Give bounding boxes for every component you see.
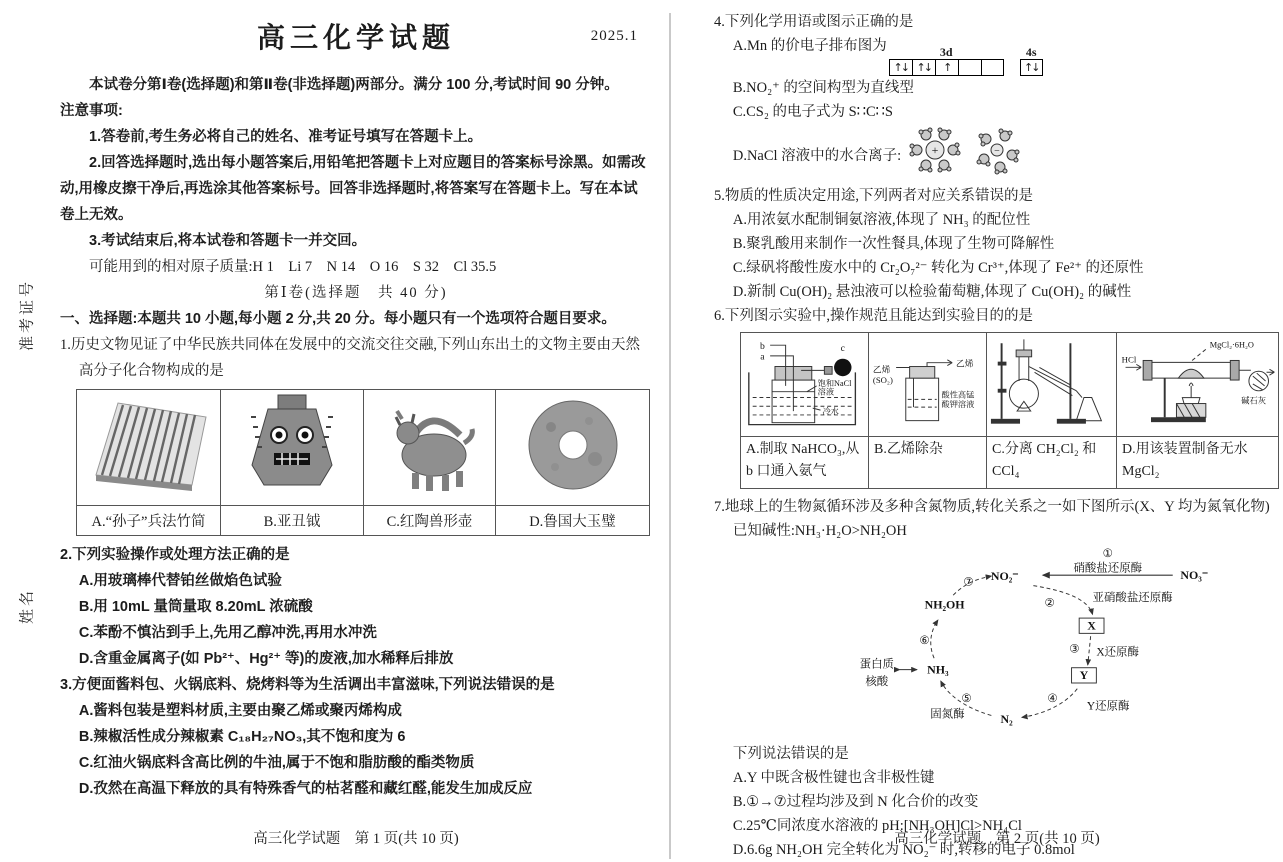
q6-caption-c: C.分离 CH₂Cl₂ 和 CCl₄ [987, 437, 1117, 489]
orbital-diagram [889, 46, 1043, 76]
notice-3: 3.考试结束后,将本试卷和答题卡一并交回。 [89, 233, 367, 249]
species-y: Y [1079, 668, 1089, 683]
svg-text:溶液: 溶液 [817, 387, 835, 397]
n2-species: N₂ [1000, 712, 1013, 727]
question-5 [714, 184, 1280, 304]
q4-option-d [714, 124, 1280, 184]
q5-option-c: C.绿矾将酸性废水中的 Cr₂O₇²⁻ 转化为 Cr³⁺,体现了 Fe²⁺ 的还原性 [732, 260, 1144, 276]
header [60, 16, 652, 64]
question-7 [714, 495, 1280, 862]
protein-label: 蛋白质 [859, 658, 894, 671]
q2-stem: 2.下列实验操作或处理方法正确的是 [60, 547, 290, 563]
q6-caption-a: A.制取 NaHCO₃,从 b 口通入氨气 [741, 437, 869, 489]
q6-cell-b-image [869, 333, 987, 437]
exam-number-vertical-label: 准考证号 [18, 278, 36, 352]
nitrogenase-label: 固氮酶 [930, 708, 965, 721]
q6-caption-d: D.用该装置制备无水 MgCl₂ [1117, 437, 1279, 489]
page-1-footer: 高三化学试题 第 1 页(共 10 页) [253, 831, 459, 847]
q4-option-b: B.NO₂⁺ 的空间构型为直线型 [732, 80, 914, 96]
q1-stem: 1.历史文物见证了中华民族共同体在发展中的交流交往交融,下列山东出土的文物主要由天然高分子化合物构成的是 [60, 337, 640, 379]
q1-cell-a [77, 390, 221, 506]
step-5-number: ⑤ [961, 693, 972, 706]
q6-cell-c-image [987, 333, 1117, 437]
page-2-footer: 高三化学试题 第 2 页(共 10 页) [894, 831, 1100, 847]
svg-text:MgCl₂·6H₂O: MgCl₂·6H₂O [1209, 340, 1254, 350]
svg-text:a: a [760, 351, 765, 363]
q2-option-a: A.用玻璃棒代替铂丝做焰色试验 [78, 573, 282, 589]
orbital-box: ↑↓ [912, 59, 935, 76]
q5-option-d: D.新制 Cu(OH)₂ 悬浊液可以检验葡萄糖,体现了 Cu(OH)₂ 的碱性 [732, 284, 1132, 300]
q7-note: 下列说法错误的是 [732, 746, 849, 762]
svg-text:乙烯: 乙烯 [956, 358, 974, 369]
orbital-box [958, 59, 981, 76]
q6-experiment-table [740, 332, 1279, 489]
question-1 [60, 332, 652, 536]
q2-option-c: C.苯酚不慎沾到手上,先用乙醇冲洗,再用水冲洗 [78, 625, 377, 641]
orbital-box [981, 59, 1004, 76]
pottery-pot-image [372, 393, 488, 497]
notice-heading: 注意事项: [60, 103, 123, 119]
name-vertical-label: 姓名 [18, 587, 36, 625]
svg-text:酸性高锰: 酸性高锰 [941, 390, 975, 400]
nahco3-apparatus-image [743, 335, 867, 429]
question-6 [714, 304, 1280, 489]
step-7-number: ⑦ [963, 576, 974, 589]
q3-option-b: B.辣椒活性成分辣椒素 C₁₈H₂₇NO₃,其不饱和度为 6 [78, 729, 406, 745]
orbital-3d-set [889, 46, 1004, 76]
q1-artifact-table [76, 389, 650, 536]
orbital-4s-set [1020, 46, 1043, 76]
orbital-4s-label: 4s [1025, 45, 1037, 59]
nh3-species: NH₃ [927, 662, 949, 677]
q3-stem: 3.方便面酱料包、火锅底料、烧烤料等为生活调出丰富滋味,下列说法错误的是 [60, 677, 555, 693]
distillation-apparatus-image [989, 335, 1115, 429]
svg-text:酸钾溶液: 酸钾溶液 [941, 400, 975, 410]
q4-option-d-text: D.NaCl 溶液中的水合离子: [732, 148, 902, 164]
no3-species: NO₃⁻ [1180, 567, 1209, 582]
q2-option-d: D.含重金属离子(如 Pb²⁺、Hg²⁺ 等)的废液,加水稀释后排放 [78, 651, 454, 667]
q7-option-c: C.25℃同浓度水溶液的 pH:[NH₃OH]Cl>NH₄Cl [732, 818, 1022, 834]
q6-stem: 6.下列图示实验中,操作规范且能达到实验目的的是 [714, 308, 1033, 324]
q7-stem-line1: 7.地球上的生物氮循环涉及多种含氮物质,转化关系之一如下图所示(X、Y 均为氮氧化物) [714, 499, 1270, 515]
nh2oh-species: NH₂OH [924, 597, 965, 612]
page-2 [714, 10, 1280, 862]
q7-stem-line2: 已知碱性:NH₃·H₂O>NH₂OH [732, 523, 907, 539]
section-title: 第Ⅰ卷(选择题 共 40 分) [264, 285, 448, 301]
svg-text:碱石灰: 碱石灰 [1241, 396, 1267, 406]
q5-stem: 5.物质的性质决定用途,下列两者对应关系错误的是 [714, 188, 1033, 204]
svg-text:冷水: 冷水 [822, 406, 839, 416]
svg-text:c: c [840, 343, 845, 354]
q7-option-b: B.①→⑦过程均涉及到 N 化合价的改变 [732, 794, 979, 810]
q3-option-c: C.红油火锅底料含高比例的牛油,属于不饱和脂肪酸的酯类物质 [78, 755, 475, 771]
jade-disc-image [515, 393, 631, 497]
q7-option-d: D.6.6g NH₂OH 完全转化为 NO₂⁻ 时,转移的电子 0.8mol [732, 842, 1075, 858]
q1-cell-b [221, 390, 364, 506]
q3-option-d: D.孜然在高温下释放的具有特殊香气的枯茗醛和藏红醛,能发生加成反应 [78, 781, 533, 797]
step-4-number: ④ [1047, 693, 1058, 706]
nucleic-acid-label: 核酸 [865, 675, 889, 688]
q4-stem: 4.下列化学用语或图示正确的是 [714, 14, 914, 30]
svg-text:HCl: HCl [1121, 354, 1137, 365]
atomic-masses: 可能用到的相对原子质量:H 1 Li 7 N 14 O 16 S 32 Cl 35.5 [89, 259, 497, 275]
q5-option-a: A.用浓氨水配制铜氨溶液,体现了 NH₃ 的配位性 [732, 212, 1031, 228]
q7-option-a: A.Y 中既含极性键也含非极性键 [732, 770, 935, 786]
orbital-3d-label: 3d [939, 45, 953, 59]
q5-option-b: B.聚乳酸用来制作一次性餐具,体现了生物可降解性 [732, 236, 1055, 252]
svg-text:(SO₂): (SO₂) [872, 374, 893, 385]
no2-species: NO₂⁻ [990, 568, 1019, 583]
step-6-number: ⑥ [919, 634, 930, 647]
gas-washing-bottle-image [871, 335, 985, 429]
exam-date: 2025.1 [590, 28, 638, 44]
notice-2: 2.回答选择题时,选出每小题答案后,用铅笔把答题卡上对应题目的答案标号涂黑。如需改动,用橡皮擦干净后,再选涂其他答案标号。回答非选择题时,将答案写在答题卡上。写在本试卷上无效。 [60, 155, 646, 223]
y-reductase-label: Y还原酶 [1086, 700, 1130, 713]
species-x: X [1087, 618, 1096, 633]
exam-intro: 本试卷分第Ⅰ卷(选择题)和第Ⅱ卷(非选择题)两部分。满分 100 分,考试时间 90 分钟。 [89, 77, 619, 93]
bamboo-slips-image [80, 393, 218, 497]
question-3 [60, 672, 652, 802]
q1-caption-c: C.红陶兽形壶 [364, 506, 496, 536]
q1-caption-a: A.“孙子”兵法竹简 [77, 506, 221, 536]
section-note: 一、选择题:本题共 10 小题,每小题 2 分,共 20 分。每小题只有一个选项符合题目要求。 [60, 311, 616, 327]
bronze-axe-image [232, 393, 352, 497]
hydrated-ions-image [905, 124, 1031, 184]
nitrate-reductase-label: 硝酸盐还原酶 [1073, 562, 1143, 575]
q2-option-b: B.用 10mL 量筒量取 8.20mL 浓硫酸 [78, 599, 313, 615]
orbital-box: ↑↓ [889, 59, 912, 76]
q6-cell-a-image [741, 333, 869, 437]
q6-cell-d-image [1117, 333, 1279, 437]
page-1 [60, 16, 652, 802]
question-4 [714, 10, 1280, 184]
svg-text:乙烯: 乙烯 [872, 364, 891, 375]
step-3-number: ③ [1069, 643, 1080, 656]
anion-sign: − [994, 146, 1001, 157]
svg-text:饱和NaCl: 饱和NaCl [817, 378, 852, 388]
q1-cell-d [496, 390, 650, 506]
q1-cell-c [364, 390, 496, 506]
x-reductase-label: X还原酶 [1096, 646, 1139, 659]
svg-text:b: b [759, 341, 765, 353]
step-2-number: ② [1044, 597, 1055, 610]
q1-caption-b: B.亚丑钺 [221, 506, 364, 536]
question-2 [60, 542, 652, 672]
notice-1: 1.答卷前,考生务必将自己的姓名、准考证号填写在答题卡上。 [89, 129, 483, 145]
page-title: 高三化学试题 [256, 23, 455, 54]
q3-option-a: A.酱料包装是塑料材质,主要由聚乙烯或聚丙烯构成 [78, 703, 402, 719]
cation-sign: + [931, 143, 939, 157]
nitrite-reductase-label: 亚硝酸盐还原酶 [1092, 591, 1173, 604]
q1-caption-d: D.鲁国大玉璧 [496, 506, 650, 536]
orbital-box: ↑ [935, 59, 958, 76]
page-divider [669, 13, 671, 859]
q4-option-c: C.CS₂ 的电子式为 S∷C∷S [732, 104, 893, 120]
tube-furnace-image [1119, 335, 1277, 429]
q4-option-a [714, 34, 1280, 76]
nitrogen-cycle-diagram [852, 545, 1280, 742]
orbital-box: ↑↓ [1020, 59, 1043, 76]
q4-option-a-text: A.Mn 的价电子排布图为 [732, 38, 887, 54]
step-1-number: ① [1102, 548, 1113, 560]
q6-caption-b: B.乙烯除杂 [869, 437, 987, 489]
